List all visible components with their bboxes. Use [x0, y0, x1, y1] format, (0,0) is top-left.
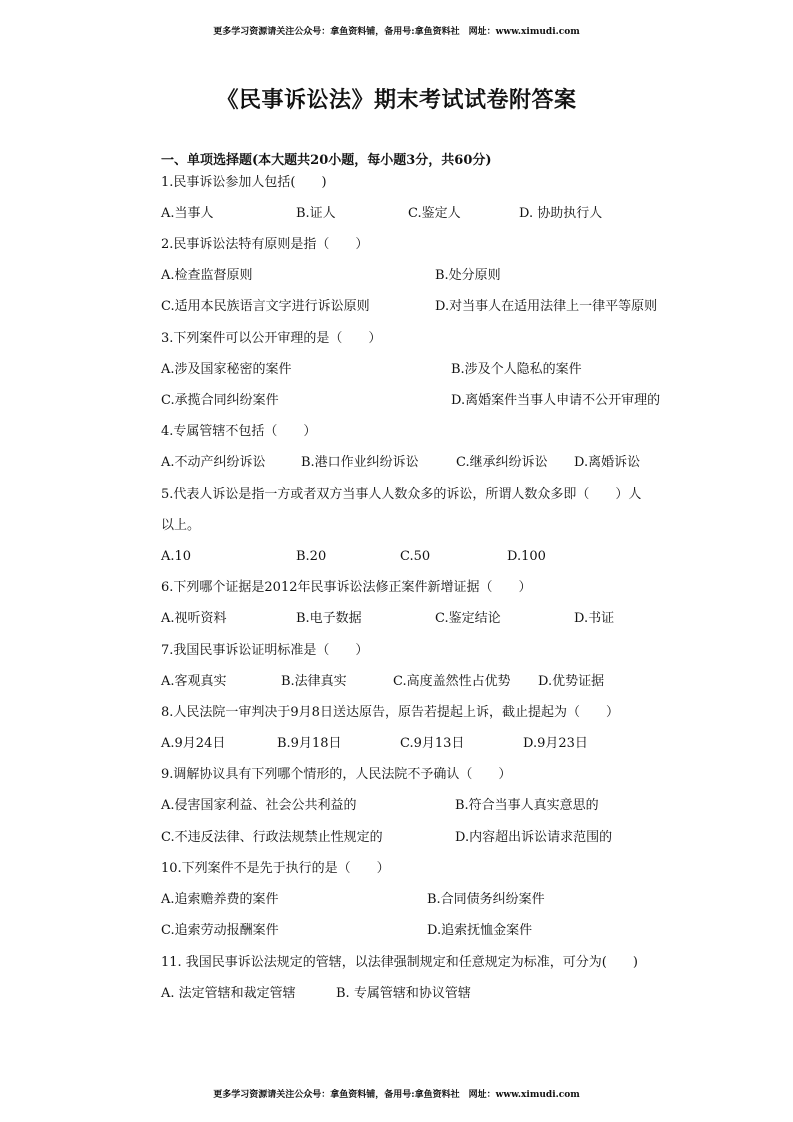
option: C.鉴定结论: [435, 611, 501, 626]
option: C.继承纠纷诉讼: [456, 455, 548, 470]
option: B.9月18日: [277, 736, 342, 751]
question-stem: 10.下列案件不是先于执行的是（ ）: [161, 861, 390, 876]
option: A.追索赡养费的案件: [161, 892, 279, 907]
page-footer: 更多学习资源请关注公众号：拿鱼资料铺，备用号:拿鱼资料社 网址：www.ximudi.com: [213, 1090, 580, 1100]
question-stem: 5.代表人诉讼是指一方或者双方当事人人数众多的诉讼，所谓人数众多即（ ）人: [161, 487, 642, 502]
question-stem: 4.专属管辖不包括（ ）: [161, 424, 317, 439]
option: D.100: [507, 549, 546, 564]
option: D.离婚诉讼: [574, 455, 641, 470]
question-stem: 6.下列哪个证据是2012年民事诉讼法修正案件新增证据（ ）: [161, 580, 532, 595]
option: A.10: [161, 549, 192, 564]
question-stem: 2.民事诉讼法特有原则是指（ ）: [161, 237, 369, 252]
option: D.9月23日: [523, 736, 588, 751]
option: A.涉及国家秘密的案件: [161, 362, 292, 377]
option: D.对当事人在适用法律上一律平等原则: [435, 299, 658, 314]
section-heading: 一、单项选择题(本大题共20小题，每小题3分，共60分): [161, 153, 492, 168]
question-stem: 11. 我国民事诉讼法规定的管辖，以法律强制规定和任意规定为标准，可分为( ): [161, 955, 638, 970]
option: C.50: [400, 549, 431, 564]
option: B.法律真实: [281, 674, 347, 689]
option: D.离婚案件当事人申请不公开审理的: [451, 393, 661, 408]
option: D.追索抚恤金案件: [427, 923, 533, 938]
question-stem: 3.下列案件可以公开审理的是（ ）: [161, 331, 382, 346]
option: D.优势证据: [538, 674, 605, 689]
option: C.不违反法律、行政法规禁止性规定的: [161, 830, 383, 845]
option: A.当事人: [161, 206, 214, 221]
option: A.9月24日: [161, 736, 226, 751]
option: A.检查监督原则: [161, 268, 253, 283]
option: C.高度盖然性占优势: [393, 674, 511, 689]
option: B.合同债务纠纷案件: [427, 892, 545, 907]
option: A.不动产纠纷诉讼: [161, 455, 266, 470]
option: C.9月13日: [400, 736, 465, 751]
option: C.鉴定人: [408, 206, 461, 221]
option: D. 协助执行人: [519, 206, 603, 221]
option: C.承揽合同纠纷案件: [161, 393, 279, 408]
option: B.证人: [296, 206, 336, 221]
question-stem-continued: 以上。: [161, 518, 201, 533]
option: B. 专属管辖和协议管辖: [336, 986, 471, 1001]
option: A. 法定管辖和裁定管辖: [161, 986, 296, 1001]
option: A.客观真实: [161, 674, 227, 689]
document-title: 《民事诉讼法》期末考试试卷附答案: [216, 87, 577, 113]
option: B.电子数据: [296, 611, 362, 626]
question-stem: 9.调解协议具有下列哪个情形的，人民法院不予确认（ ）: [161, 767, 512, 782]
option: B.涉及个人隐私的案件: [451, 362, 582, 377]
option: B.符合当事人真实意思的: [455, 798, 599, 813]
option: B.港口作业纠纷诉讼: [301, 455, 419, 470]
option: C.追索劳动报酬案件: [161, 923, 279, 938]
option: A.侵害国家利益、社会公共利益的: [161, 798, 357, 813]
option: A.视听资料: [161, 611, 227, 626]
option: D.内容超出诉讼请求范围的: [455, 830, 613, 845]
question-stem: 7.我国民事诉讼证明标准是（ ）: [161, 643, 369, 658]
page-header: 更多学习资源请关注公众号：拿鱼资料铺，备用号:拿鱼资料社 网址：www.ximudi.com: [213, 27, 580, 37]
option: C.适用本民族语言文字进行诉讼原则: [161, 299, 370, 314]
option: B.20: [296, 549, 327, 564]
option: D.书证: [574, 611, 615, 626]
option: B.处分原则: [435, 268, 501, 283]
question-stem: 8.人民法院一审判决于9月8日送达原告，原告若提起上诉，截止提起为（ ）: [161, 705, 619, 720]
question-stem: 1.民事诉讼参加人包括( ): [161, 175, 327, 190]
